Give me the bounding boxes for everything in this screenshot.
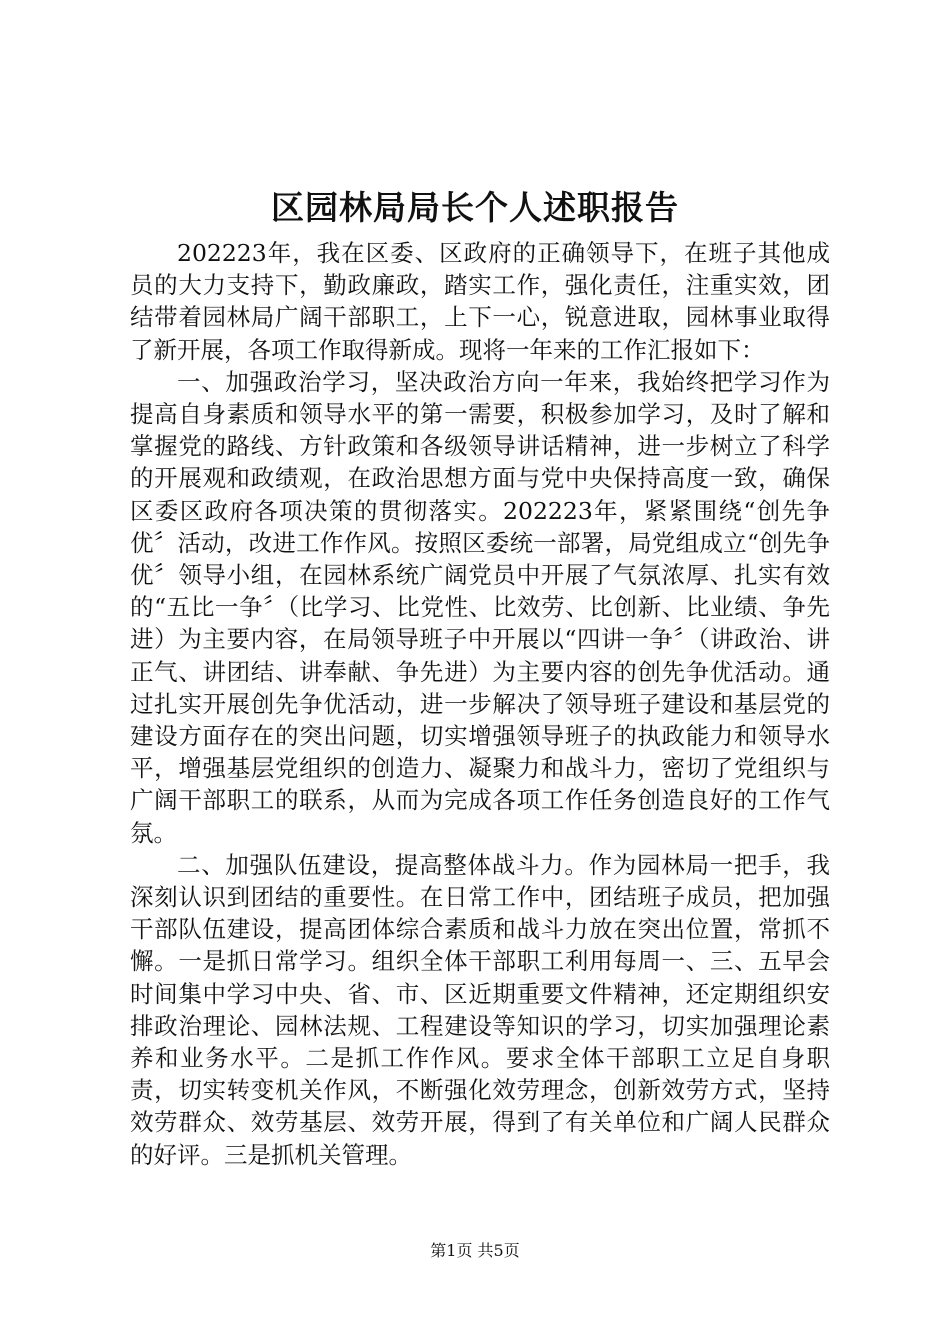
document-body xyxy=(130,237,830,1171)
page-footer: 第1页 共5页 xyxy=(430,1241,520,1260)
paragraph-section-1: 一、加强政治学习，坚决政治方向一年来，我始终把学习作为提高自身素质和领导水平的第一需要，积极参加学习，及时了解和掌握党的路线、方针政策和各级领导讲话精神，进一步树立了科学的开展观和政绩观，在政治思想方面与党中央保持高度一致，确保区委区政府各项决策的贯彻落实。202223年，紧紧围绕“创先争优〞活动，改进工作作风。按照区委统一部署，局党组成立“创先争优〞领导小组，在园林系统广阔党员中开展了气氛浓厚、扎实有效的“五比一争〞（比学习、比党性、比效劳、比创新、比业绩、争先进）为主要内容，在局领导班子中开展以“四讲一争〞（讲政治、讲正气、讲团结、讲奉献、争先进）为主要内容的创先争优活动。通过扎实开展创先争优活动，进一步解决了领导班子建设和基层党的建设方面存在的突出问题，切实增强领导班子的执政能力和领导水平，增强基层党组织的创造力、凝聚力和战斗力，密切了党组织与广阔干部职工的联系，从而为完成各项工作任务创造良好的工作气氛。 xyxy=(130,367,830,847)
paragraph-section-2: 二、加强队伍建设，提高整体战斗力。作为园林局一把手，我深刻认识到团结的重要性。在日常工作中，团结班子成员，把加强干部队伍建设，提高团体综合素质和战斗力放在突出位置，常抓不懈。一是抓日常学习。组织全体干部职工利用每周一、三、五早会时间集中学习中央、省、市、区近期重要文件精神，还定期组织安排政治理论、园林法规、工程建设等知识的学习，切实加强理论素养和业务水平。二是抓工作作风。要求全体干部职工立足自身职责，切实转变机关作风，不断强化效劳理念，创新效劳方式，坚持效劳群众、效劳基层、效劳开展，得到了有关单位和广阔人民群众的好评。三是抓机关管理。 xyxy=(130,850,830,1169)
document-title: 区园林局局长个人述职报告 xyxy=(271,188,679,227)
paragraph-intro: 202223年，我在区委、区政府的正确领导下，在班子其他成员的大力支持下，勤政廉政，踏实工作，强化责任，注重实效，团结带着园林局广阔干部职工，上下一心，锐意进取，园林事业取得了新开展，各项工作取得新成。现将一年来的工作汇报如下： xyxy=(130,239,830,364)
